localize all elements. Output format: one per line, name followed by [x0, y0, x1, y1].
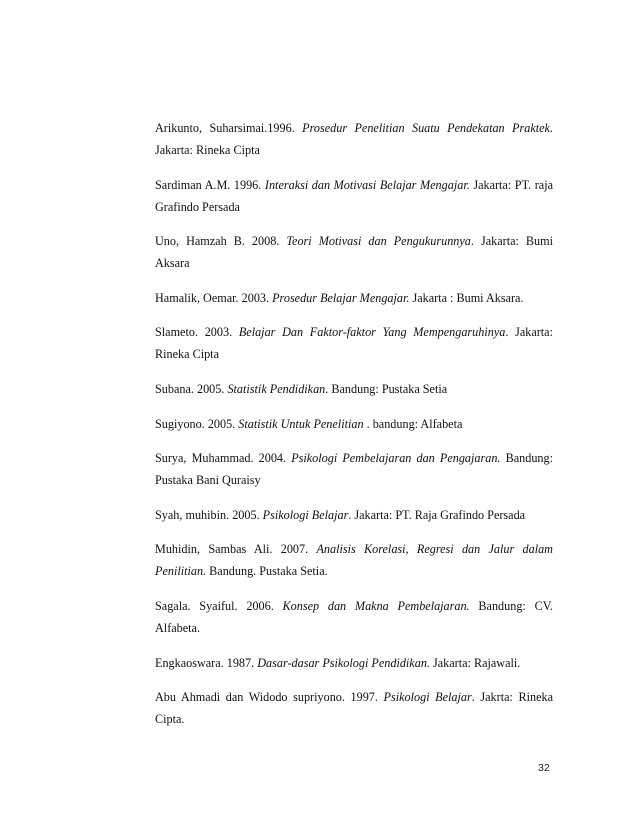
reference-title: Statistik Pendidikan: [227, 381, 326, 396]
reference-entry: [155, 447, 553, 491]
reference-title: Prosedur Penelitian Suatu Pendekatan Praktek.: [302, 121, 553, 135]
reference-entry: [155, 117, 553, 161]
reference-publisher: Jakarta : Bumi Aksara.: [409, 290, 524, 305]
reference-author-year: Subana. 2005.: [155, 381, 228, 396]
reference-author-year: Muhidin, Sambas Ali. 2007.: [155, 542, 317, 557]
reference-publisher: Jakarta: PT. raja Grafindo Persada: [155, 177, 553, 214]
reference-entry: [155, 686, 553, 730]
reference-entry: [155, 287, 553, 309]
reference-entry: [155, 321, 553, 365]
reference-author-year: Abu Ahmadi dan Widodo supriyono. 1997.: [155, 690, 384, 705]
reference-publisher: . Jakrta: Rineka Cipta.: [155, 690, 554, 727]
reference-author-year: Surya, Muhammad. 2004.: [155, 451, 292, 466]
reference-title: Psikologi Pembelajaran dan Pengajaran.: [291, 451, 501, 466]
reference-author-year: Sardiman A.M. 1996.: [155, 177, 265, 192]
reference-title: Interaksi dan Motivasi Belajar Mengajar.: [264, 177, 470, 192]
reference-entry: [155, 174, 553, 218]
reference-title: Belajar Dan Faktor-faktor Yang Mempengaruhinya: [238, 325, 506, 340]
reference-author-year: Sugiyono. 2005.: [155, 416, 239, 431]
reference-publisher: . bandung: Alfabeta: [363, 416, 463, 431]
reference-author-year: Engkaoswara. 1987.: [155, 655, 258, 670]
reference-entry: [155, 413, 553, 435]
reference-publisher: . Jakarta: Rineka Cipta: [155, 325, 553, 362]
reference-entry: [155, 504, 553, 526]
reference-entry: [155, 595, 553, 639]
reference-author-year: Arikunto, Suharsimai.1996.: [155, 121, 303, 135]
reference-publisher: . Jakarta: PT. Raja Grafindo Persada: [348, 507, 526, 522]
reference-title: Psikologi Belajar: [262, 507, 349, 522]
reference-title: Statistik Untuk Penelitian: [238, 416, 364, 431]
reference-author-year: Syah, muhibin. 2005.: [155, 507, 263, 522]
reference-title: Prosedur Belajar Mengajar.: [272, 290, 410, 305]
reference-publisher: Bandung. Pustaka Setia.: [206, 564, 328, 579]
reference-publisher: . Jakarta: Bumi Aksara: [155, 234, 553, 271]
reference-entry: [155, 230, 553, 274]
reference-list: [155, 117, 553, 743]
reference-author-year: Sagala. Syaiful. 2006.: [155, 598, 283, 613]
reference-author-year: Hamalik, Oemar. 2003.: [155, 290, 273, 305]
reference-publisher: Jakarta: Rineka Cipta: [155, 143, 260, 157]
reference-publisher: Jakarta: Rajawali.: [429, 655, 521, 670]
page-number: 32: [538, 762, 550, 774]
reference-title: Teori Motivasi dan Pengukurunnya: [286, 234, 471, 249]
reference-author-year: Slameto. 2003.: [155, 325, 239, 340]
reference-title: Dasar-dasar Psikologi Pendidikan.: [257, 655, 430, 670]
reference-title: Analisis Korelasi, Regresi dan Jalur dalam Penilitian.: [155, 542, 553, 579]
reference-title: Psikologi Belajar: [383, 690, 472, 705]
reference-entry: [155, 538, 553, 582]
reference-title: Konsep dan Makna Pembelajaran.: [282, 598, 470, 613]
reference-entry: [155, 652, 553, 674]
reference-publisher: Bandung: Pustaka Bani Quraisy: [155, 451, 553, 488]
reference-author-year: Uno, Hamzah B. 2008.: [155, 234, 287, 249]
reference-publisher: Bandung: CV. Alfabeta.: [155, 598, 553, 635]
reference-entry: [155, 378, 553, 400]
reference-publisher: . Bandung: Pustaka Setia: [325, 381, 448, 396]
